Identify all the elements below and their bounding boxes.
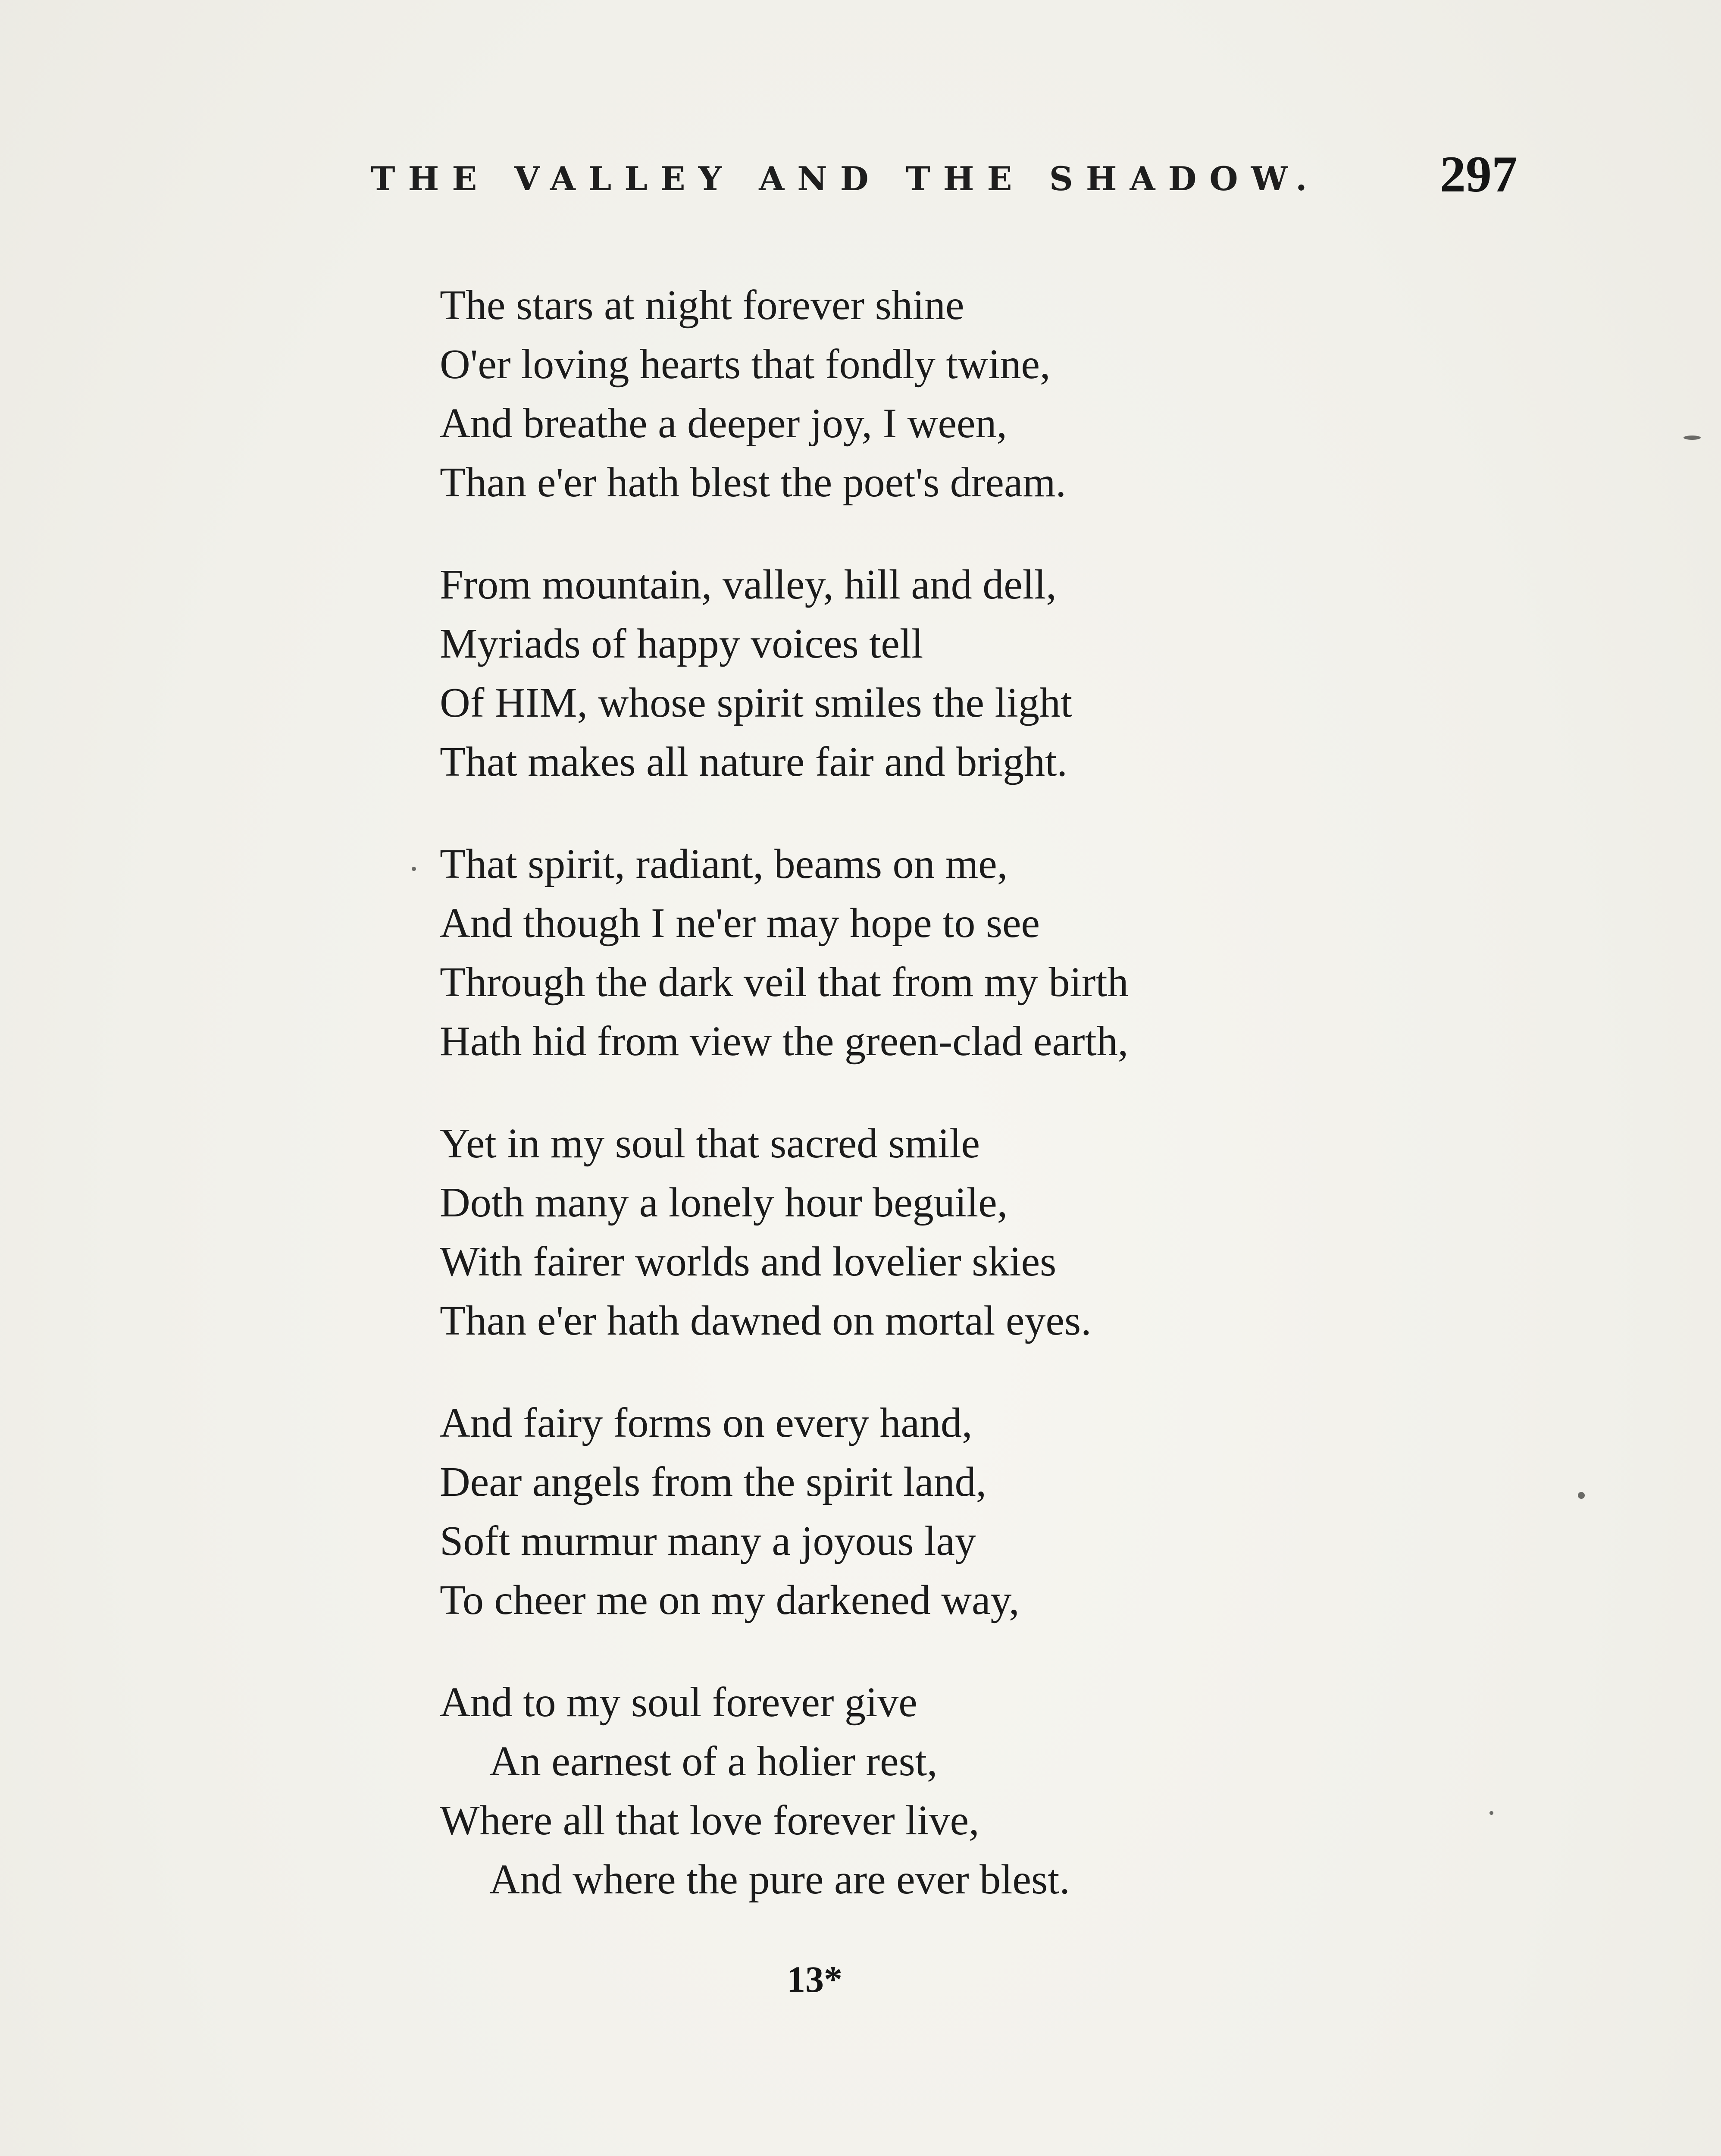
poem-line: Through the dark veil that from my birth [440,959,1129,1006]
poem-line: And where the pure are ever blest. [489,1856,1070,1903]
poem-line: Where all that love forever live, [440,1797,979,1844]
page-number: 297 [1440,145,1518,203]
stanza-4 [440,1114,1474,1351]
poem-line: Hath hid from view the green-clad earth, [440,1018,1129,1065]
paper-speck [1489,1811,1493,1815]
poem-line: And to my soul forever give [440,1679,917,1726]
poem-line: And breathe a deeper joy, I ween, [440,400,1008,447]
poem-line: Yet in my soul that sacred smile [440,1120,980,1167]
paper-speck [412,867,416,871]
stanza-6 [440,1673,1474,1909]
stanza-5 [440,1394,1474,1630]
running-title: THE VALLEY AND THE SHADOW. [371,160,1320,198]
stanza-2 [440,555,1474,792]
paper-speck [1578,1492,1585,1499]
poem-line: To cheer me on my darkened way, [440,1577,1020,1623]
signature-mark: 13* [787,1959,842,2000]
poem-line: With fairer worlds and lovelier skies [440,1238,1057,1285]
poem-line: That makes all nature fair and bright. [440,739,1067,785]
stanza-1 [440,276,1474,512]
poem-line: And fairy forms on every hand, [440,1400,973,1446]
poem-line: Of HIM, whose spirit smiles the light [440,680,1073,726]
poem-line: Soft murmur many a joyous lay [440,1518,976,1564]
poem-line: Doth many a lonely hour beguile, [440,1179,1008,1226]
poem-line: From mountain, valley, hill and dell, [440,561,1057,608]
poem-line: Than e'er hath dawned on mortal eyes. [440,1297,1092,1344]
poem [440,276,1474,1952]
poem-line: Dear angels from the spirit land, [440,1459,987,1505]
stanza-3 [440,835,1474,1071]
poem-line: And though I ne'er may hope to see [440,900,1040,946]
poem-line: The stars at night forever shine [440,282,964,329]
paper-speck [1683,436,1701,440]
poem-line: Myriads of happy voices tell [440,620,923,667]
poem-line: An earnest of a holier rest, [489,1738,938,1785]
poem-line: O'er loving hearts that fondly twine, [440,341,1051,388]
poem-line: That spirit, radiant, beams on me, [440,841,1008,887]
poem-line: Than e'er hath blest the poet's dream. [440,459,1067,506]
